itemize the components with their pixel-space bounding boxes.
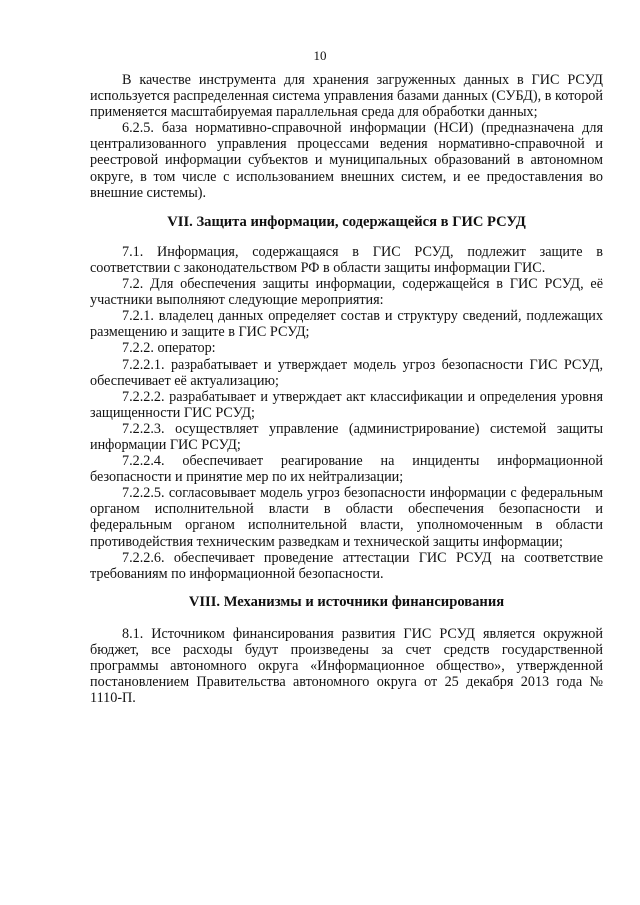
paragraph-8-1: 8.1. Источником финансирования развития ГИС РСУД является окружной бюджет, все расходы будут произведены за счет средств государственной программы автономного округа «Информационное общество», утвержденной постановлением Правительства автономного округа от 25 декабря 2013 года № 1110-П. xyxy=(90,625,603,707)
paragraph-7-2-2-5: 7.2.2.5. согласовывает модель угроз безопасности информации с федеральным органом исполнительной власти в области обеспечения безопасности и федеральным органом исполнительной власти, уполномоченным в области противодействия техническим разведкам и технической защиты информации; xyxy=(90,485,603,550)
paragraph-7-2-2-3: 7.2.2.3. осуществляет управление (администрирование) системой защиты информации ГИС РСУД; xyxy=(90,420,603,453)
paragraph-7-2-2-6: 7.2.2.6. обеспечивает проведение аттестации ГИС РСУД на соответствие требованиям по информационной безопасности. xyxy=(90,549,603,582)
paragraph-7-2-2-2: 7.2.2.2. разрабатывает и утверждает акт классификации и определения уровня защищенности ГИС РСУД; xyxy=(90,388,603,421)
page-number: 10 xyxy=(313,48,327,63)
paragraph-7-2-2: 7.2.2. оператор: xyxy=(122,340,216,357)
paragraph-7-2-2-4: 7.2.2.4. обеспечивает реагирование на инциденты информационной безопасности и принятие мер по их нейтрализации; xyxy=(90,453,603,486)
section-heading-viii: VIII. Механизмы и источники финансирования xyxy=(188,593,505,610)
section-heading-vii: VII. Защита информации, содержащейся в ГИС РСУД xyxy=(167,213,526,230)
paragraph-dbms: В качестве инструмента для хранения загруженных данных в ГИС РСУД используется распределенная система управления базами данных (СУБД), в которой применяется масштабируемая параллельная среда для обработки данных; xyxy=(90,72,603,121)
paragraph-6-2-5: 6.2.5. база нормативно-справочной информации (НСИ) (предназначена для централизованного управления процессами ведения нормативно-справочной и реестровой информации субъектов и муниципальных образований в автономном округе, в том числе с использованием внешних систем, и ее предоставления во внешние системы). xyxy=(90,120,603,201)
paragraph-7-2-2-1: 7.2.2.1. разрабатывает и утверждает модель угроз безопасности ГИС РСУД, обеспечивает её актуализацию; xyxy=(90,356,603,389)
paragraph-7-2-1: 7.2.1. владелец данных определяет состав и структуру сведений, подлежащих размещению и защите в ГИС РСУД; xyxy=(90,308,603,341)
document-body xyxy=(90,72,603,706)
paragraph-7-1: 7.1. Информация, содержащаяся в ГИС РСУД, подлежит защите в соответствии с законодательством РФ в области защиты информации ГИС. xyxy=(90,243,603,276)
paragraph-7-2: 7.2. Для обеспечения защиты информации, содержащейся в ГИС РСУД, её участники выполняют следующие мероприятия: xyxy=(90,276,603,309)
